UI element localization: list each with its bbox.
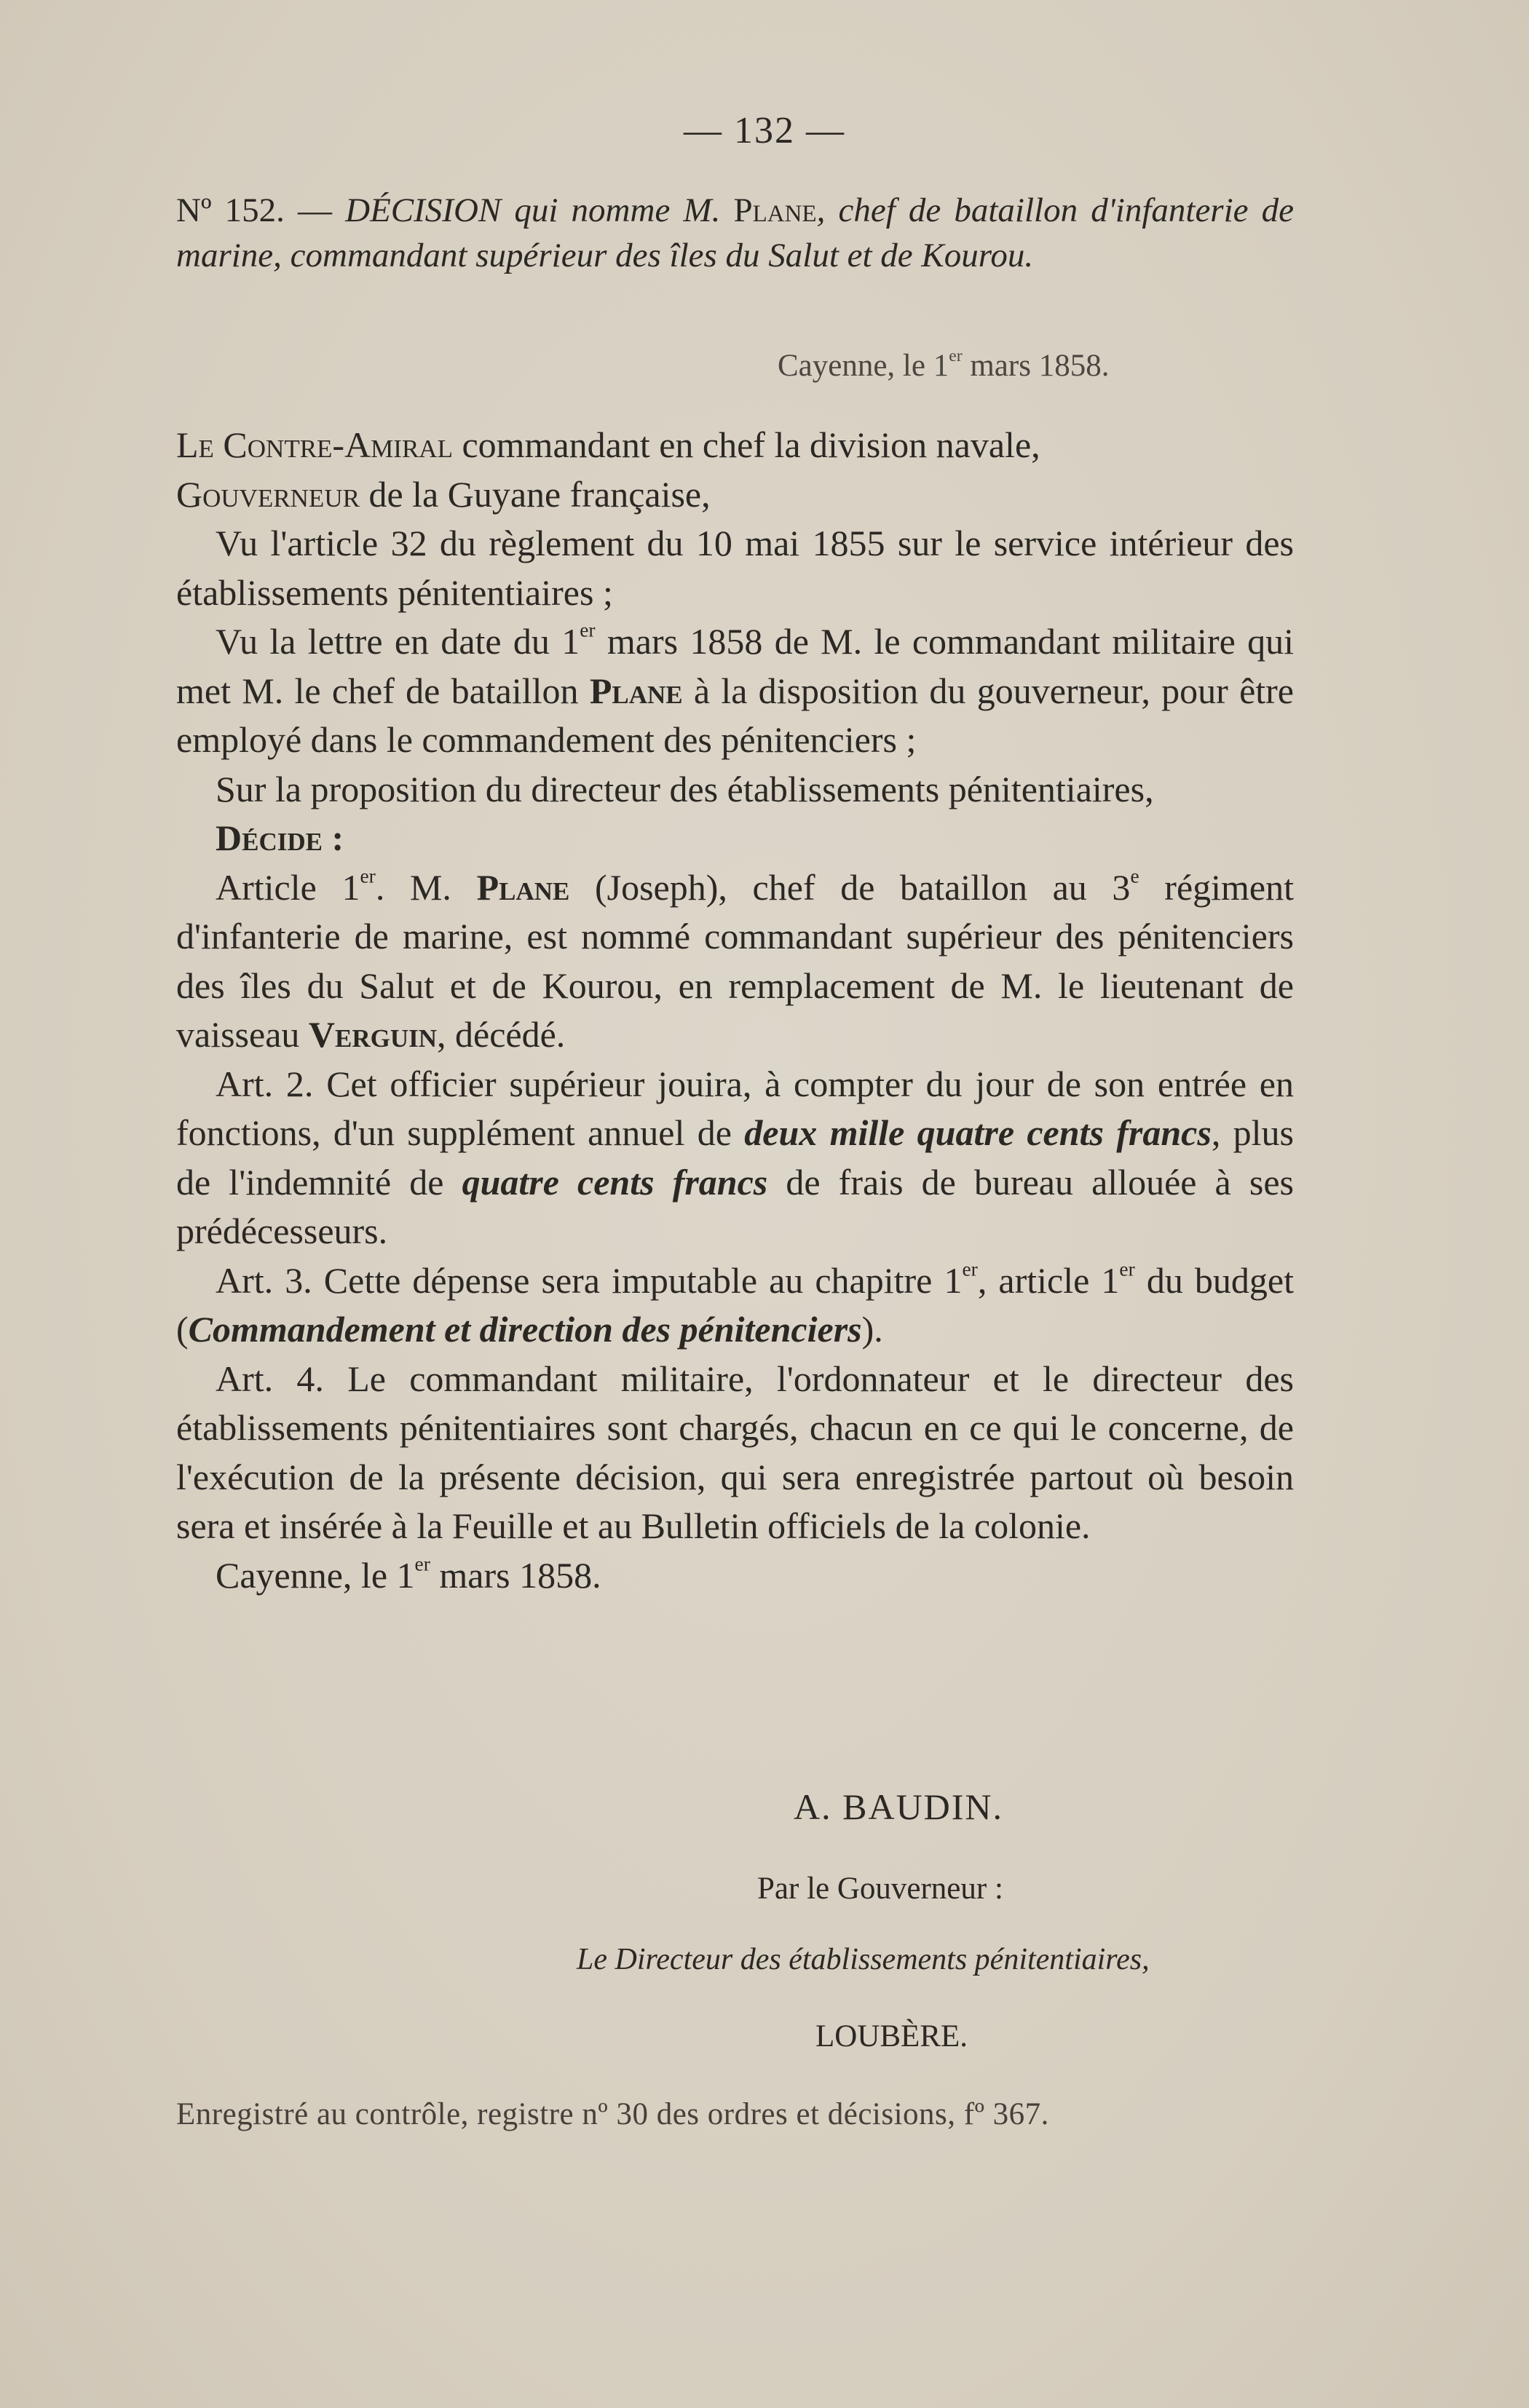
director-title: Le Directeur des établissements pénitentiaires,	[577, 1943, 1150, 1976]
decision-title-part1: DÉCISION qui nomme M.	[345, 191, 734, 229]
registration-note: Enregistré au contrôle, registre nº 30 des ordres et décisions, fº 367.	[176, 2097, 1049, 2131]
decision-title-name: Plane	[733, 191, 817, 229]
intro-line-2: Gouverneur de la Guyane française,	[176, 473, 711, 515]
decide-label: Décide :	[216, 817, 344, 858]
considerant-lettre: Vu la lettre en date du 1er mars 1858 de M. le commandant militaire qui met M. le chef de bataillon Plane à la disposition du gouverneur, pour être employé dans le commandement des pénitenciers ;	[176, 618, 1294, 760]
article-4: Art. 4. Le commandant militaire, l'ordonnateur et le directeur des établissements pénitentiaires sont chargés, chacun en ce qui le concerne, de l'exécution de la présente décision, qui sera enregistrée partout où besoin sera et insérée à la Feuille et au Bulletin officiels de la colonie.	[176, 1358, 1294, 1546]
considerant-proposition: Sur la proposition du directeur des établissements pénitentiaires,	[216, 768, 1154, 809]
article-1: Article 1er. M. Plane (Joseph), chef de bataillon au 3e régiment d'infanterie de marine, est nommé commandant supérieur des pénitenciers des îles du Salut et de Kourou, en remplacement de M. le lieutenant de vaisseau Verguin, décédé.	[176, 864, 1294, 1055]
decision-heading	[176, 188, 1294, 278]
director-name: LOUBÈRE.	[815, 2019, 968, 2053]
decision-number: Nº 152. —	[176, 191, 346, 229]
by-governor-label: Par le Gouverneur :	[757, 1872, 1003, 1906]
page-number: — 132 —	[684, 110, 845, 151]
heading-date: Cayenne, le 1er mars 1858.	[778, 346, 1110, 383]
article-3: Art. 3. Cette dépense sera imputable au chapitre 1er, article 1er du budget (Commandement et direction des pénitenciers).	[176, 1257, 1294, 1350]
signature-name: A. BAUDIN.	[794, 1786, 1004, 1827]
decision-title-part2: , chef de bataillon d'infanterie de marine, commandant supérieur des îles du Salut et de Kourou.	[176, 191, 1295, 274]
considerant-reglement: Vu l'article 32 du règlement du 10 mai 1855 sur le service intérieur des établissements pénitentiaires ;	[176, 523, 1294, 613]
closing-date: Cayenne, le 1er mars 1858.	[216, 1552, 601, 1596]
article-2: Art. 2. Cet officier supérieur jouira, à compter du jour de son entrée en fonctions, d'un supplément annuel de deux mille quatre cents francs, plus de l'indemnité de quatre cents francs de frais de bureau allouée à ses prédécesseurs.	[176, 1063, 1294, 1251]
decision-body	[176, 421, 1294, 1600]
intro-line-1: Le Contre-Amiral commandant en chef la division navale,	[176, 424, 1040, 465]
